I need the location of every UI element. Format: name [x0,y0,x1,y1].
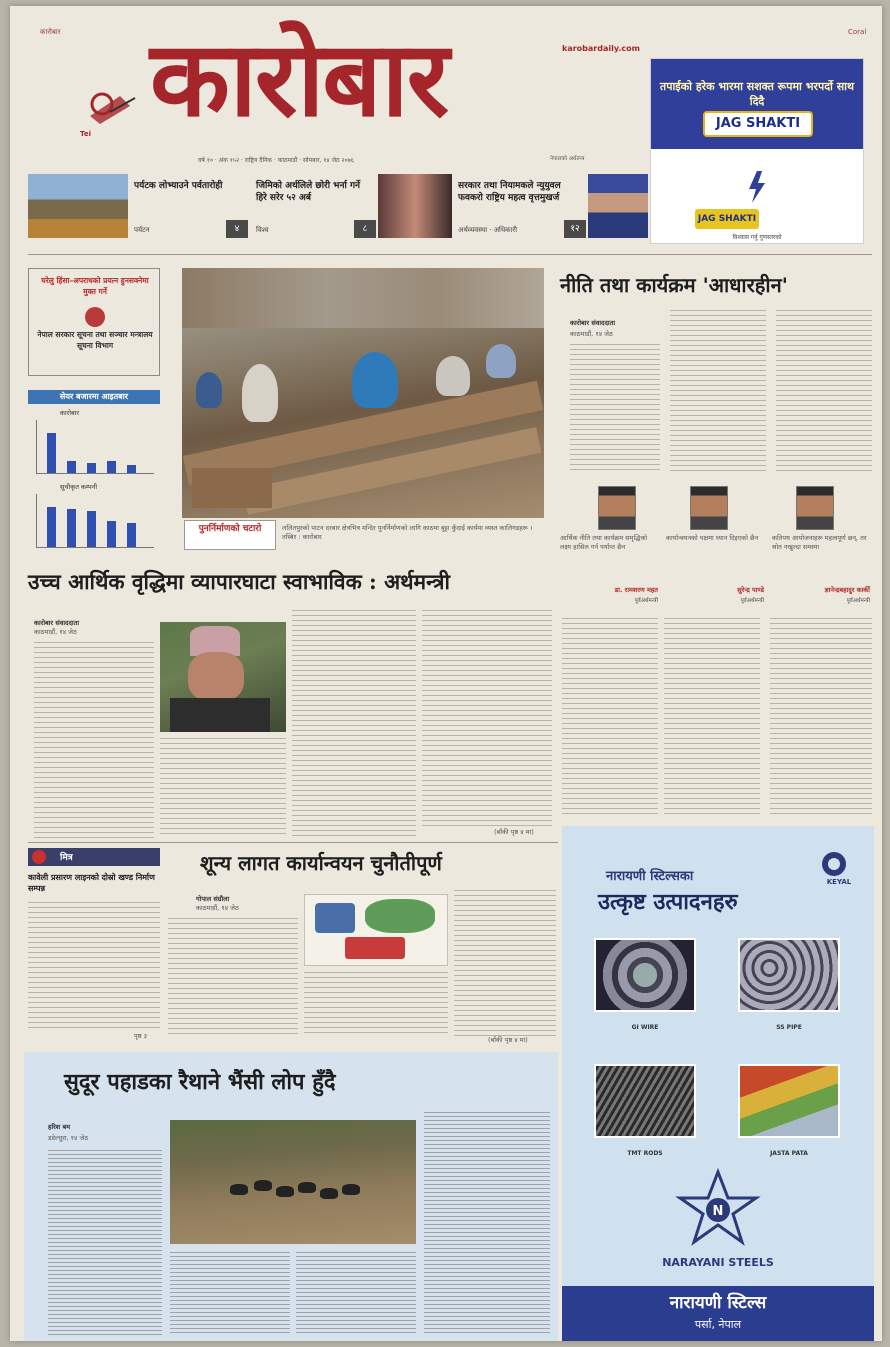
story4-body-col3 [296,1252,416,1336]
teaser-page-number: १२ [564,220,586,238]
photo-buffalo [276,1186,294,1197]
chart-bar [127,523,136,547]
photo-buffalo [254,1180,272,1191]
photo-buffalo [298,1182,316,1193]
story3-dateline: काठमाडौं, १४ जेठ [196,904,239,912]
buffalo-photo[interactable] [170,1120,416,1244]
photo-coat [170,698,270,732]
photo-worker [486,344,516,378]
story4-dateline: डडेल्धुरा, १४ जेठ [48,1134,89,1142]
chart-bar [107,521,116,547]
ad-brand-badge: JAG SHAKTI [703,111,813,137]
story3-continued[interactable]: (बाँकी पृष्ठ ४ मा) [488,1036,528,1044]
quote-3 [770,486,870,604]
photo-buffalo [342,1184,360,1195]
illus-map [365,899,435,933]
lead-cont-col1 [562,618,658,818]
avatar [690,486,728,530]
teaser-section: विश्व [256,226,269,234]
lead-body-col2 [670,310,766,474]
jagshakti-ad[interactable] [650,58,864,244]
lead-headline[interactable]: नीति तथा कार्यक्रम 'आधारहीन' [560,273,788,297]
story2-body-col2 [160,738,286,838]
ad-line2: उत्कृष्ट उत्पादनहरु [598,890,738,915]
story2-headline[interactable]: उच्च आर्थिक वृद्धिमा व्यापारघाटा स्वाभाविक : अर्थमन्त्री [28,569,450,594]
chart-bar [67,461,76,473]
ad-footer-location: पर्सा, नेपाल [694,1318,742,1331]
illus-figure [315,903,355,933]
story3-body-col1 [168,918,298,1036]
lead-dateline: काठमाडौं, १४ जेठ [570,330,613,338]
mitra-headline[interactable]: कावेली प्रसारण लाइनको दोस्रो खण्ड निर्माण सम्पन्न [28,873,155,893]
chart-bar [47,507,56,547]
story4-body-col1 [48,1150,162,1336]
share-chart-1 [36,420,154,474]
story2-dateline: काठमाडौं, १४ जेठ [34,628,77,636]
illus-box [345,937,405,959]
story4-body-col4 [424,1112,550,1336]
teaser-headline: सरकार तथा नियामकले न्युयुवल फवकरो राष्ट्रिय महत्व वृत्तमुखर्ज [458,181,561,203]
corner-label-left: कारोबार [40,28,61,36]
story4-body-col2 [170,1252,290,1336]
photo-buffalo [230,1184,248,1195]
product-label: GI WIRE [631,1024,659,1031]
narayani-steels-ad[interactable] [562,826,874,1341]
notice-org: नेपाल सरकार सूचना तथा सञ्चार मन्त्रालय सूचना विभाग [37,330,153,350]
teaser-section: पर्यटन [134,226,150,234]
story4-byline: हरिश बम [48,1123,71,1131]
teaser-3[interactable] [378,174,648,238]
story3-body-col3 [454,890,556,1036]
photo-worker [352,352,398,408]
mitra-body [28,902,160,1032]
masthead-title: कारोबार [150,17,448,140]
story3-headline[interactable]: शून्य लागत कार्यान्वयन चुनौतीपूर्ण [200,851,442,875]
product-ss-pipe[interactable] [738,938,840,1012]
teaser-page-number: ४ [226,220,248,238]
quote-role: पूर्वअर्थमन्त्री [846,598,870,604]
svg-text:N: N [712,1204,724,1219]
quote-strip [558,486,872,604]
keyal-label: KEYAL [826,878,852,886]
teaser-1[interactable] [28,174,250,238]
mitra-label: मित्र [60,853,73,863]
photo-badge: पुनर्निर्माणको चटारो [184,520,276,550]
share-market-box [28,390,160,550]
quote-1 [558,486,658,604]
mitra-tag [28,848,160,866]
photo-block [192,468,272,508]
lead-cont-col2 [664,618,760,818]
divider [28,842,558,843]
chart-bar [67,509,76,547]
photo-worker [242,364,278,422]
lead-body-col1 [570,344,660,474]
product-gi-wire[interactable] [594,938,696,1012]
photo-caption: ललितपुरको पाटन दरबार क्षेत्रभित्र मन्दिर पुनर्निर्माणको लागि काठमा बुट्टा कुँदाई कार्यमा व्यस्त कालिगडहरू । तस्बिर : कारोबार [282,524,533,541]
teaser-portrait [588,174,648,238]
chart-bar [87,463,96,473]
teaser-headline: पर्यटक लोभ्याउने पर्वतारोही [134,181,223,191]
product-label: SS PIPE [776,1024,802,1031]
quote-text: आर्थिक नीति तथा कार्यक्रम समृद्धिको लक्ष्य हासिल गर्न पर्याप्त छैन [560,534,648,551]
product-label: JASTA PATA [770,1150,808,1157]
teaser-headline: जिमिको अर्थलिले छोरी भर्ना गर्ने हिरे सरेर ५२ अर्ब [256,181,361,203]
ad-footer [562,1286,874,1341]
newspaper-page [10,6,882,1341]
story2-body-col3 [292,610,416,838]
lead-byline: कारोबार संवाददाता [570,319,616,327]
story2-byline: कारोबार संवाददाता [34,619,80,627]
photo-worker [436,356,470,396]
nepal-emblem-icon [85,307,105,327]
share-box-title: सेयर बजारमा आइतबार [28,390,160,404]
narayani-star-icon [670,1168,766,1252]
avatar [796,486,834,530]
product-label: TMT RODS [627,1150,663,1157]
quote-2 [664,486,764,604]
minister-photo[interactable] [160,622,286,732]
divider [28,254,872,255]
chart-bar [107,461,116,473]
quote-text: कार्यान्वयनको पक्षमा ध्यान दिइएको छैन [666,534,759,542]
quote-name: ज्ञानेन्द्रबहादुर कार्की [824,586,870,594]
photo-building [182,268,544,328]
teaser-image [28,174,128,238]
ad-line1: नारायणी स्टिल्सका [606,869,694,884]
photo-face [188,652,244,702]
quote-name: सुरेन्द्र पाण्डे [737,586,764,594]
lead-photo[interactable] [182,268,544,518]
teaser-page-number: ८ [354,220,376,238]
corner-label-right: Coral [848,28,867,36]
story3-byline: गोपाल संग्रौला [196,895,230,903]
share-chart-2 [36,494,154,548]
dateline: वर्ष १० · अंक १५२ · राष्ट्रिय दैनिक · काठमाडौं · सोमबार, १४ जेठ २०७६ [198,157,354,164]
chart-bar [47,433,56,473]
chart-bar [87,511,96,547]
tei-label: Tei [80,130,91,138]
share-box-sub1: कारोबार [60,409,80,417]
story2-continued[interactable]: (बाँकी पृष्ठ ४ मा) [494,828,534,836]
chart-bar [127,465,136,473]
product-tmt-rods[interactable] [594,1064,696,1138]
teaser-section: अर्थव्यवस्था · अधिकारी [458,226,518,234]
website-link[interactable]: karobardaily.com [562,44,640,53]
story2-body-col1 [34,642,154,838]
government-notice [28,268,160,376]
ad-brand-small: JAG SHAKTI [695,209,759,229]
story3-body-col2 [304,972,448,1036]
teaser-2[interactable] [254,174,374,238]
ad-brand: NARAYANI STEELS [662,1256,774,1269]
lead-body-col3 [776,310,872,474]
story2-body-col4 [422,610,552,828]
search-icon [32,850,46,864]
quote-role: पूर्वअर्थमन्त्री [740,598,764,604]
masthead-info: नेपालको अर्थतन्त्र [550,156,585,162]
quote-role: पूर्वअर्थमन्त्री [634,598,658,604]
quote-text: कतिपय आयोजनाहरू महत्वपूर्ण छन्, तर स्रोत नखुल्दा समस्या [772,534,867,551]
story3-illustration[interactable] [304,894,448,966]
ad-slogan: तपाईको हरेक भारमा सशक्त रूपमा भरपर्दो साथ दिदै [659,80,855,108]
ad-tagline: विश्वास गर्नु गुणस्तरको [732,234,782,241]
share-box-sub2: सूचीकृत कम्पनी [60,483,98,491]
teaser-image [378,174,452,238]
teaser-strip [28,174,648,238]
avatar [598,486,636,530]
story4-box [24,1052,558,1341]
notice-text: घरेलु हिंसा–अपराधको प्रयत्न हुनसक्नेमा मुक्त गर्ने [41,276,149,296]
story4-headline[interactable]: सुदूर पहाडका रैथाने भैंसी लोप हुँदै [64,1069,336,1095]
ad-footer-title: नारायणी स्टिल्स [669,1293,767,1313]
quote-name: डा. रामशरण महत [614,586,658,594]
product-jasta-pata[interactable] [738,1064,840,1138]
photo-worker [196,372,222,408]
lead-cont-col3 [770,618,872,818]
photo-buffalo [320,1188,338,1199]
lightning-icon [739,169,775,205]
mitra-page[interactable]: पृष्ठ ३ [134,1032,147,1040]
